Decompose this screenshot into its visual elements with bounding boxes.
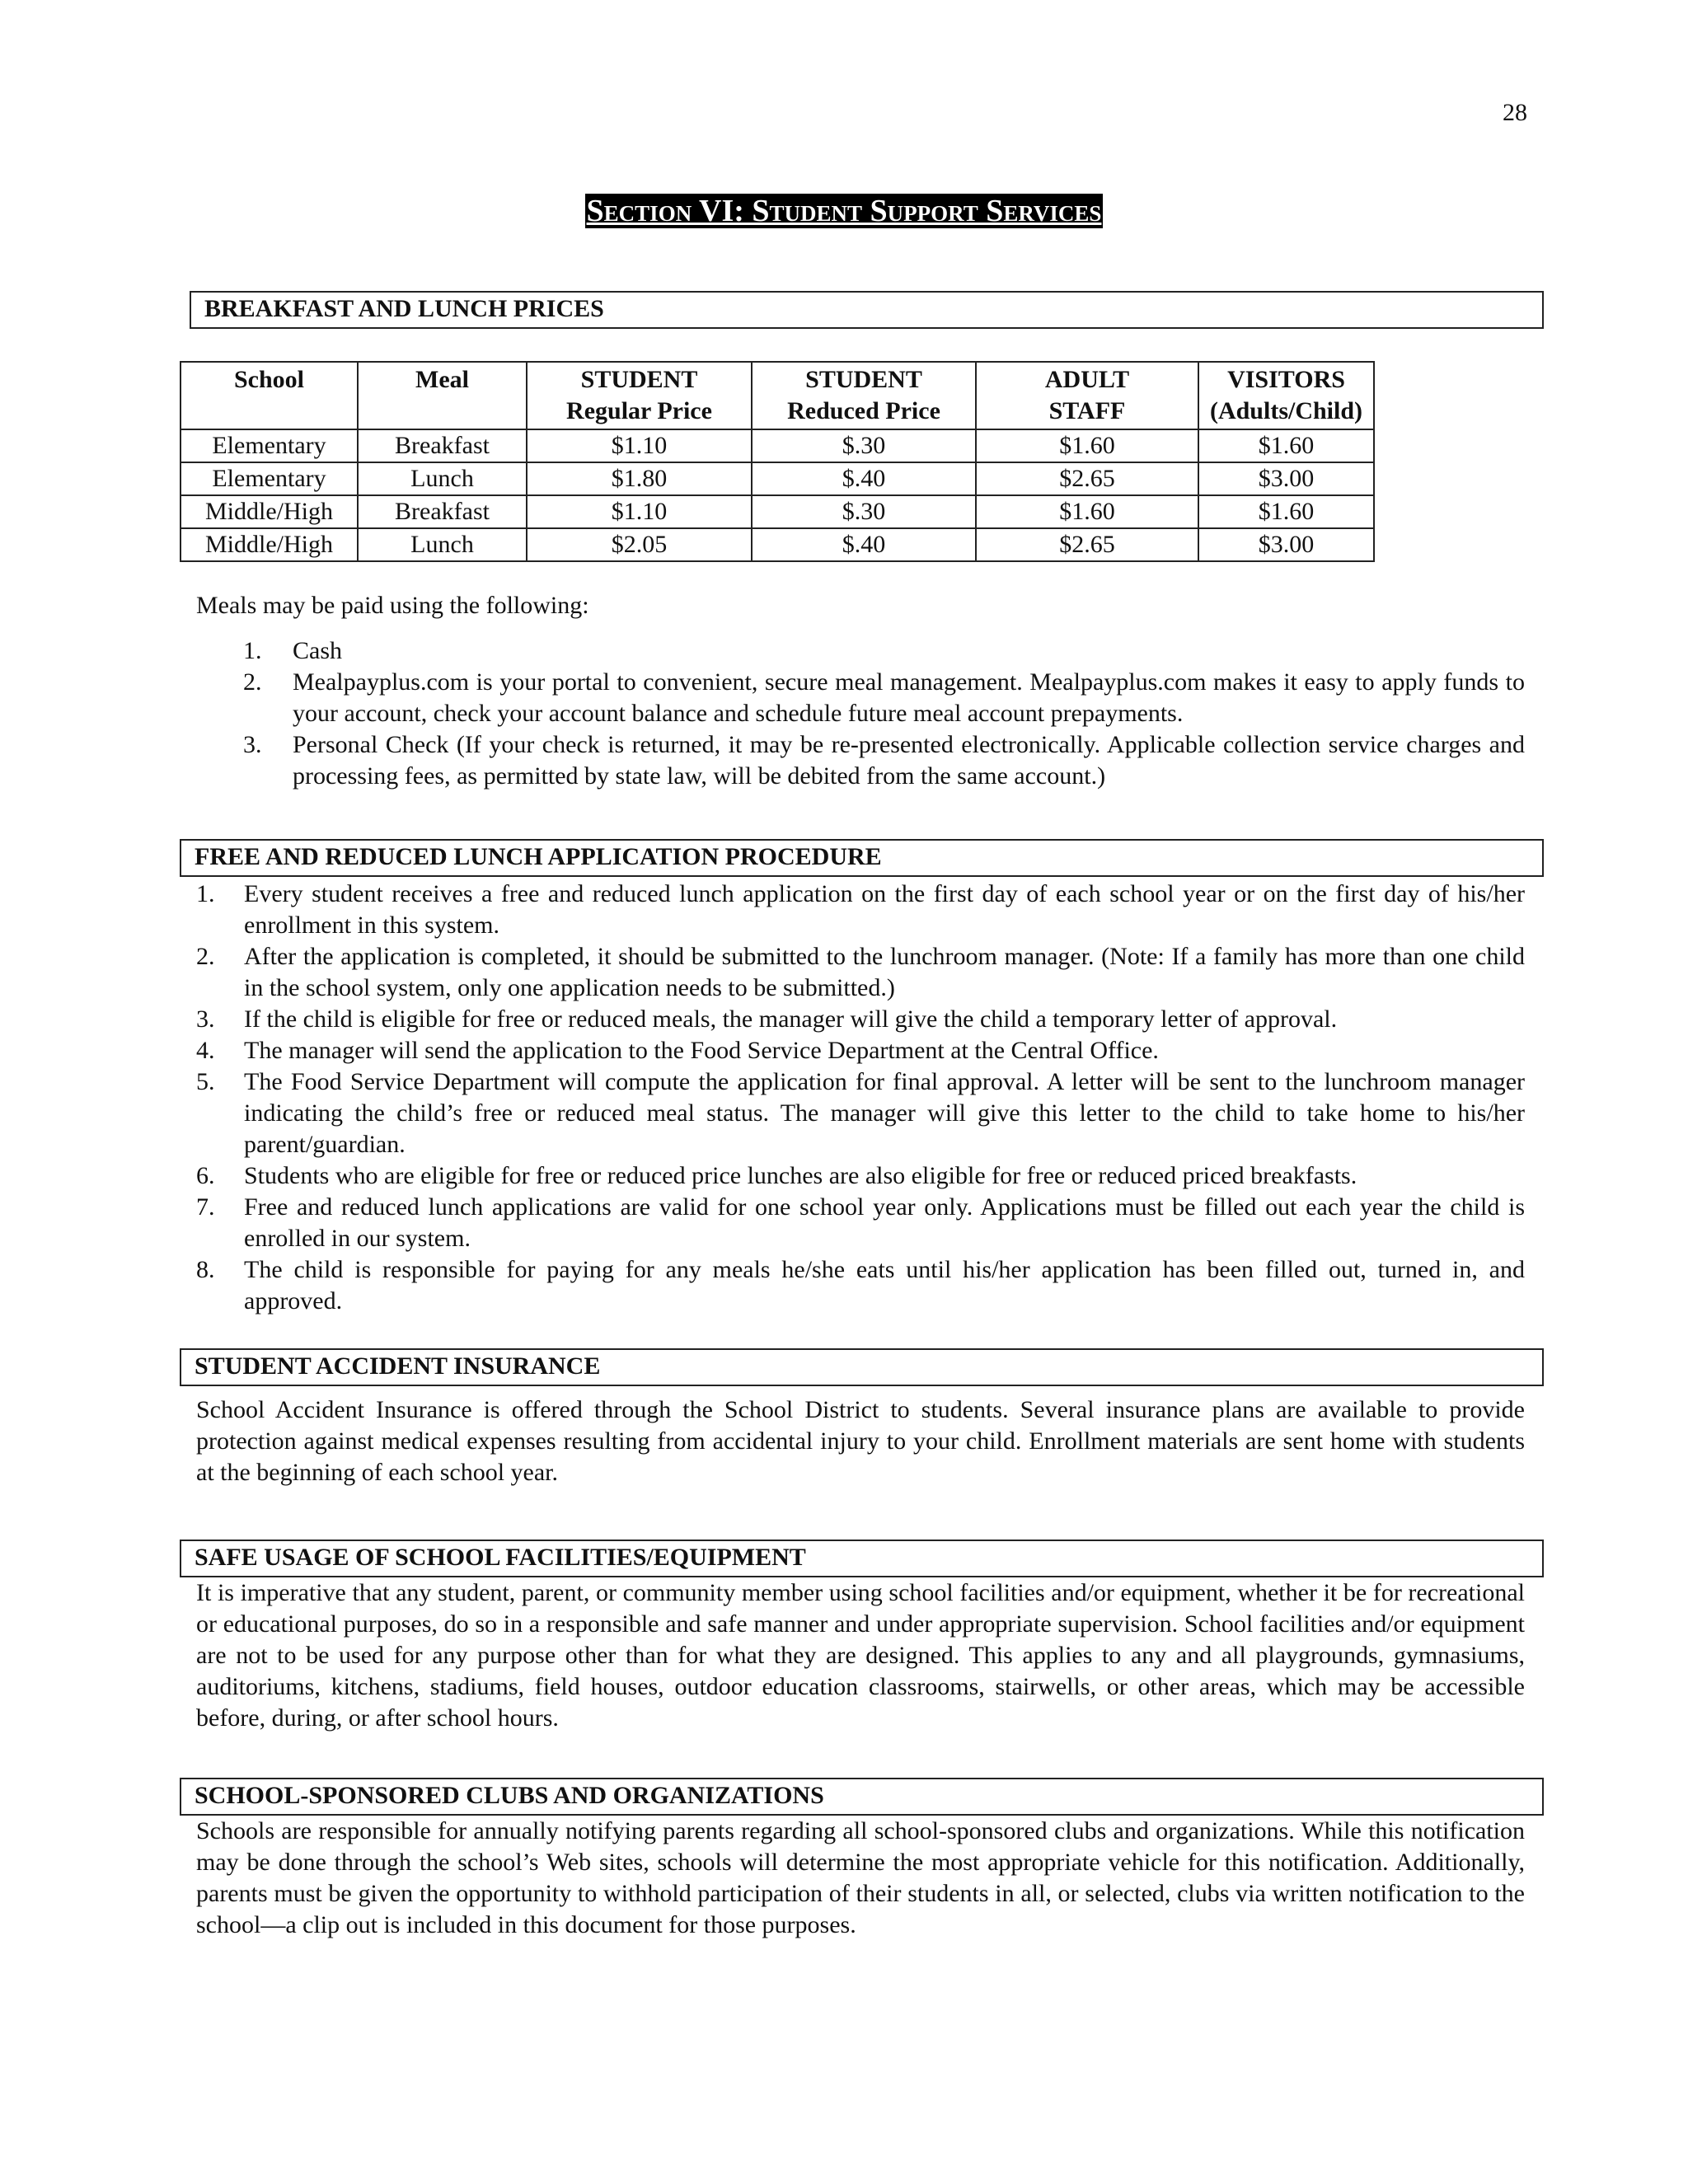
list-item: 8. The child is responsible for paying for any meals he/she eats until his/her application has been filled out, turned in, and approved. bbox=[196, 1256, 1525, 1315]
table-cell: Lunch bbox=[358, 528, 527, 561]
accident-insurance-text: School Accident Insurance is offered through the School District to students. Several insurance plans are available to provide protection against medical expenses resulting from accidental injury to your child. Enrollment materials are sent home with students at the beginning of each school year. bbox=[196, 1396, 1525, 1486]
list-item: 2. Mealpayplus.com is your portal to convenient, secure meal management. Mealpayplus.com makes it easy to apply funds to your account, check your account balance and schedule future meal account prepayments. bbox=[243, 668, 1525, 727]
table-cell: $1.60 bbox=[1198, 495, 1374, 528]
free-reduced-heading: FREE AND REDUCED LUNCH APPLICATION PROCEDURE bbox=[180, 839, 1544, 877]
table-cell: Breakfast bbox=[358, 429, 527, 462]
table-cell: $.30 bbox=[752, 495, 976, 528]
clubs-heading: SCHOOL-SPONSORED CLUBS AND ORGANIZATIONS bbox=[180, 1778, 1544, 1816]
table-cell: $1.60 bbox=[976, 495, 1198, 528]
list-item: 1. Cash bbox=[243, 637, 342, 664]
list-item: 2. After the application is completed, it should be submitted to the lunchroom manager. (Note: If a family has more than one child in the school system, only one application needs to be submitted.) bbox=[196, 943, 1525, 1001]
column-header-student-regular: STUDENT Regular Price bbox=[527, 362, 752, 429]
table-cell: $1.80 bbox=[527, 462, 752, 495]
table-cell: $1.10 bbox=[527, 429, 752, 462]
table-cell: $2.05 bbox=[527, 528, 752, 561]
table-cell: $.40 bbox=[752, 528, 976, 561]
list-item: 1. Every student receives a free and reduced lunch application on the first day of each school year or on the first day of his/her enrollment in this system. bbox=[196, 880, 1525, 939]
table-cell: $.40 bbox=[752, 462, 976, 495]
table-cell: $1.60 bbox=[1198, 429, 1374, 462]
list-item: 3. Personal Check (If your check is returned, it may be re-presented electronically. Applicable collection service charges and processing fees, as permitted by state law, will be debited from the same account.) bbox=[243, 731, 1525, 790]
table-cell: Elementary bbox=[181, 462, 358, 495]
column-header-meal: Meal bbox=[358, 362, 527, 429]
list-item: 3. If the child is eligible for free or reduced meals, the manager will give the child a temporary letter of approval. bbox=[196, 1005, 1338, 1033]
list-item: 5. The Food Service Department will compute the application for final approval. A letter will be sent to the lunchroom manager indicating the child’s free or reduced meal status. The manager will give this letter to the child to take home to his/her parent/guardian. bbox=[196, 1068, 1525, 1158]
table-cell: $1.60 bbox=[976, 429, 1198, 462]
table-row bbox=[181, 462, 1374, 495]
section-title-text: Section VI: Student Support Services bbox=[586, 194, 1102, 228]
column-header-adult-staff: ADULT STAFF bbox=[976, 362, 1198, 429]
table-cell: Middle/High bbox=[181, 528, 358, 561]
table-row bbox=[181, 528, 1374, 561]
meal-prices-table bbox=[180, 361, 1375, 562]
table-cell: $1.10 bbox=[527, 495, 752, 528]
section-title bbox=[0, 194, 1688, 229]
table-row bbox=[181, 495, 1374, 528]
column-header-student-reduced: STUDENT Reduced Price bbox=[752, 362, 976, 429]
table-cell: $2.65 bbox=[976, 528, 1198, 561]
page-number: 28 bbox=[1503, 99, 1527, 126]
table-cell: $3.00 bbox=[1198, 528, 1374, 561]
table-cell: Lunch bbox=[358, 462, 527, 495]
payment-intro: Meals may be paid using the following: bbox=[196, 592, 589, 619]
table-cell: Breakfast bbox=[358, 495, 527, 528]
table-cell: Elementary bbox=[181, 429, 358, 462]
breakfast-lunch-heading: BREAKFAST AND LUNCH PRICES bbox=[190, 291, 1544, 329]
column-header-school: School bbox=[181, 362, 358, 429]
list-item: 6. Students who are eligible for free or reduced price lunches are also eligible for free or reduced priced breakfasts. bbox=[196, 1162, 1357, 1189]
free-reduced-list bbox=[196, 879, 1525, 1317]
payment-methods-list bbox=[243, 635, 1525, 792]
accident-insurance-heading: STUDENT ACCIDENT INSURANCE bbox=[180, 1348, 1544, 1386]
table-cell: $2.65 bbox=[976, 462, 1198, 495]
table-header-row bbox=[181, 362, 1374, 429]
clubs-text: Schools are responsible for annually notifying parents regarding all school-sponsored clubs and organizations. While this notification may be done through the school’s Web sites, schools will determine the most appropriate vehicle for this notification. Additionally, parents must be given the opportunity to withhold participation of their students in all, or selected, clubs via written notification to the school—a clip out is included in this document for those purposes. bbox=[196, 1817, 1525, 1938]
table-cell: Middle/High bbox=[181, 495, 358, 528]
list-item: 4. The manager will send the application to the Food Service Department at the Central Office. bbox=[196, 1037, 1159, 1064]
safe-usage-heading: SAFE USAGE OF SCHOOL FACILITIES/EQUIPMENT bbox=[180, 1540, 1544, 1577]
safe-usage-text: It is imperative that any student, parent, or community member using school facilities and/or equipment, whether it be for recreational or educational purposes, do so in a responsible and safe manner and under appropriate supervision. School facilities and/or equipment are not to be used for any purpose other than for what they are designed. This applies to any and all playgrounds, gymnasiums, auditoriums, kitchens, stadiums, field houses, outdoor education classrooms, stairwells, or other areas, which may be accessible before, during, or after school hours. bbox=[196, 1579, 1525, 1732]
table-row bbox=[181, 429, 1374, 462]
list-item: 7. Free and reduced lunch applications are valid for one school year only. Applications must be filled out each year the child is enrolled in our system. bbox=[196, 1193, 1525, 1252]
table-cell: $.30 bbox=[752, 429, 976, 462]
table-cell: $3.00 bbox=[1198, 462, 1374, 495]
column-header-visitors: VISITORS (Adults/Child) bbox=[1198, 362, 1374, 429]
